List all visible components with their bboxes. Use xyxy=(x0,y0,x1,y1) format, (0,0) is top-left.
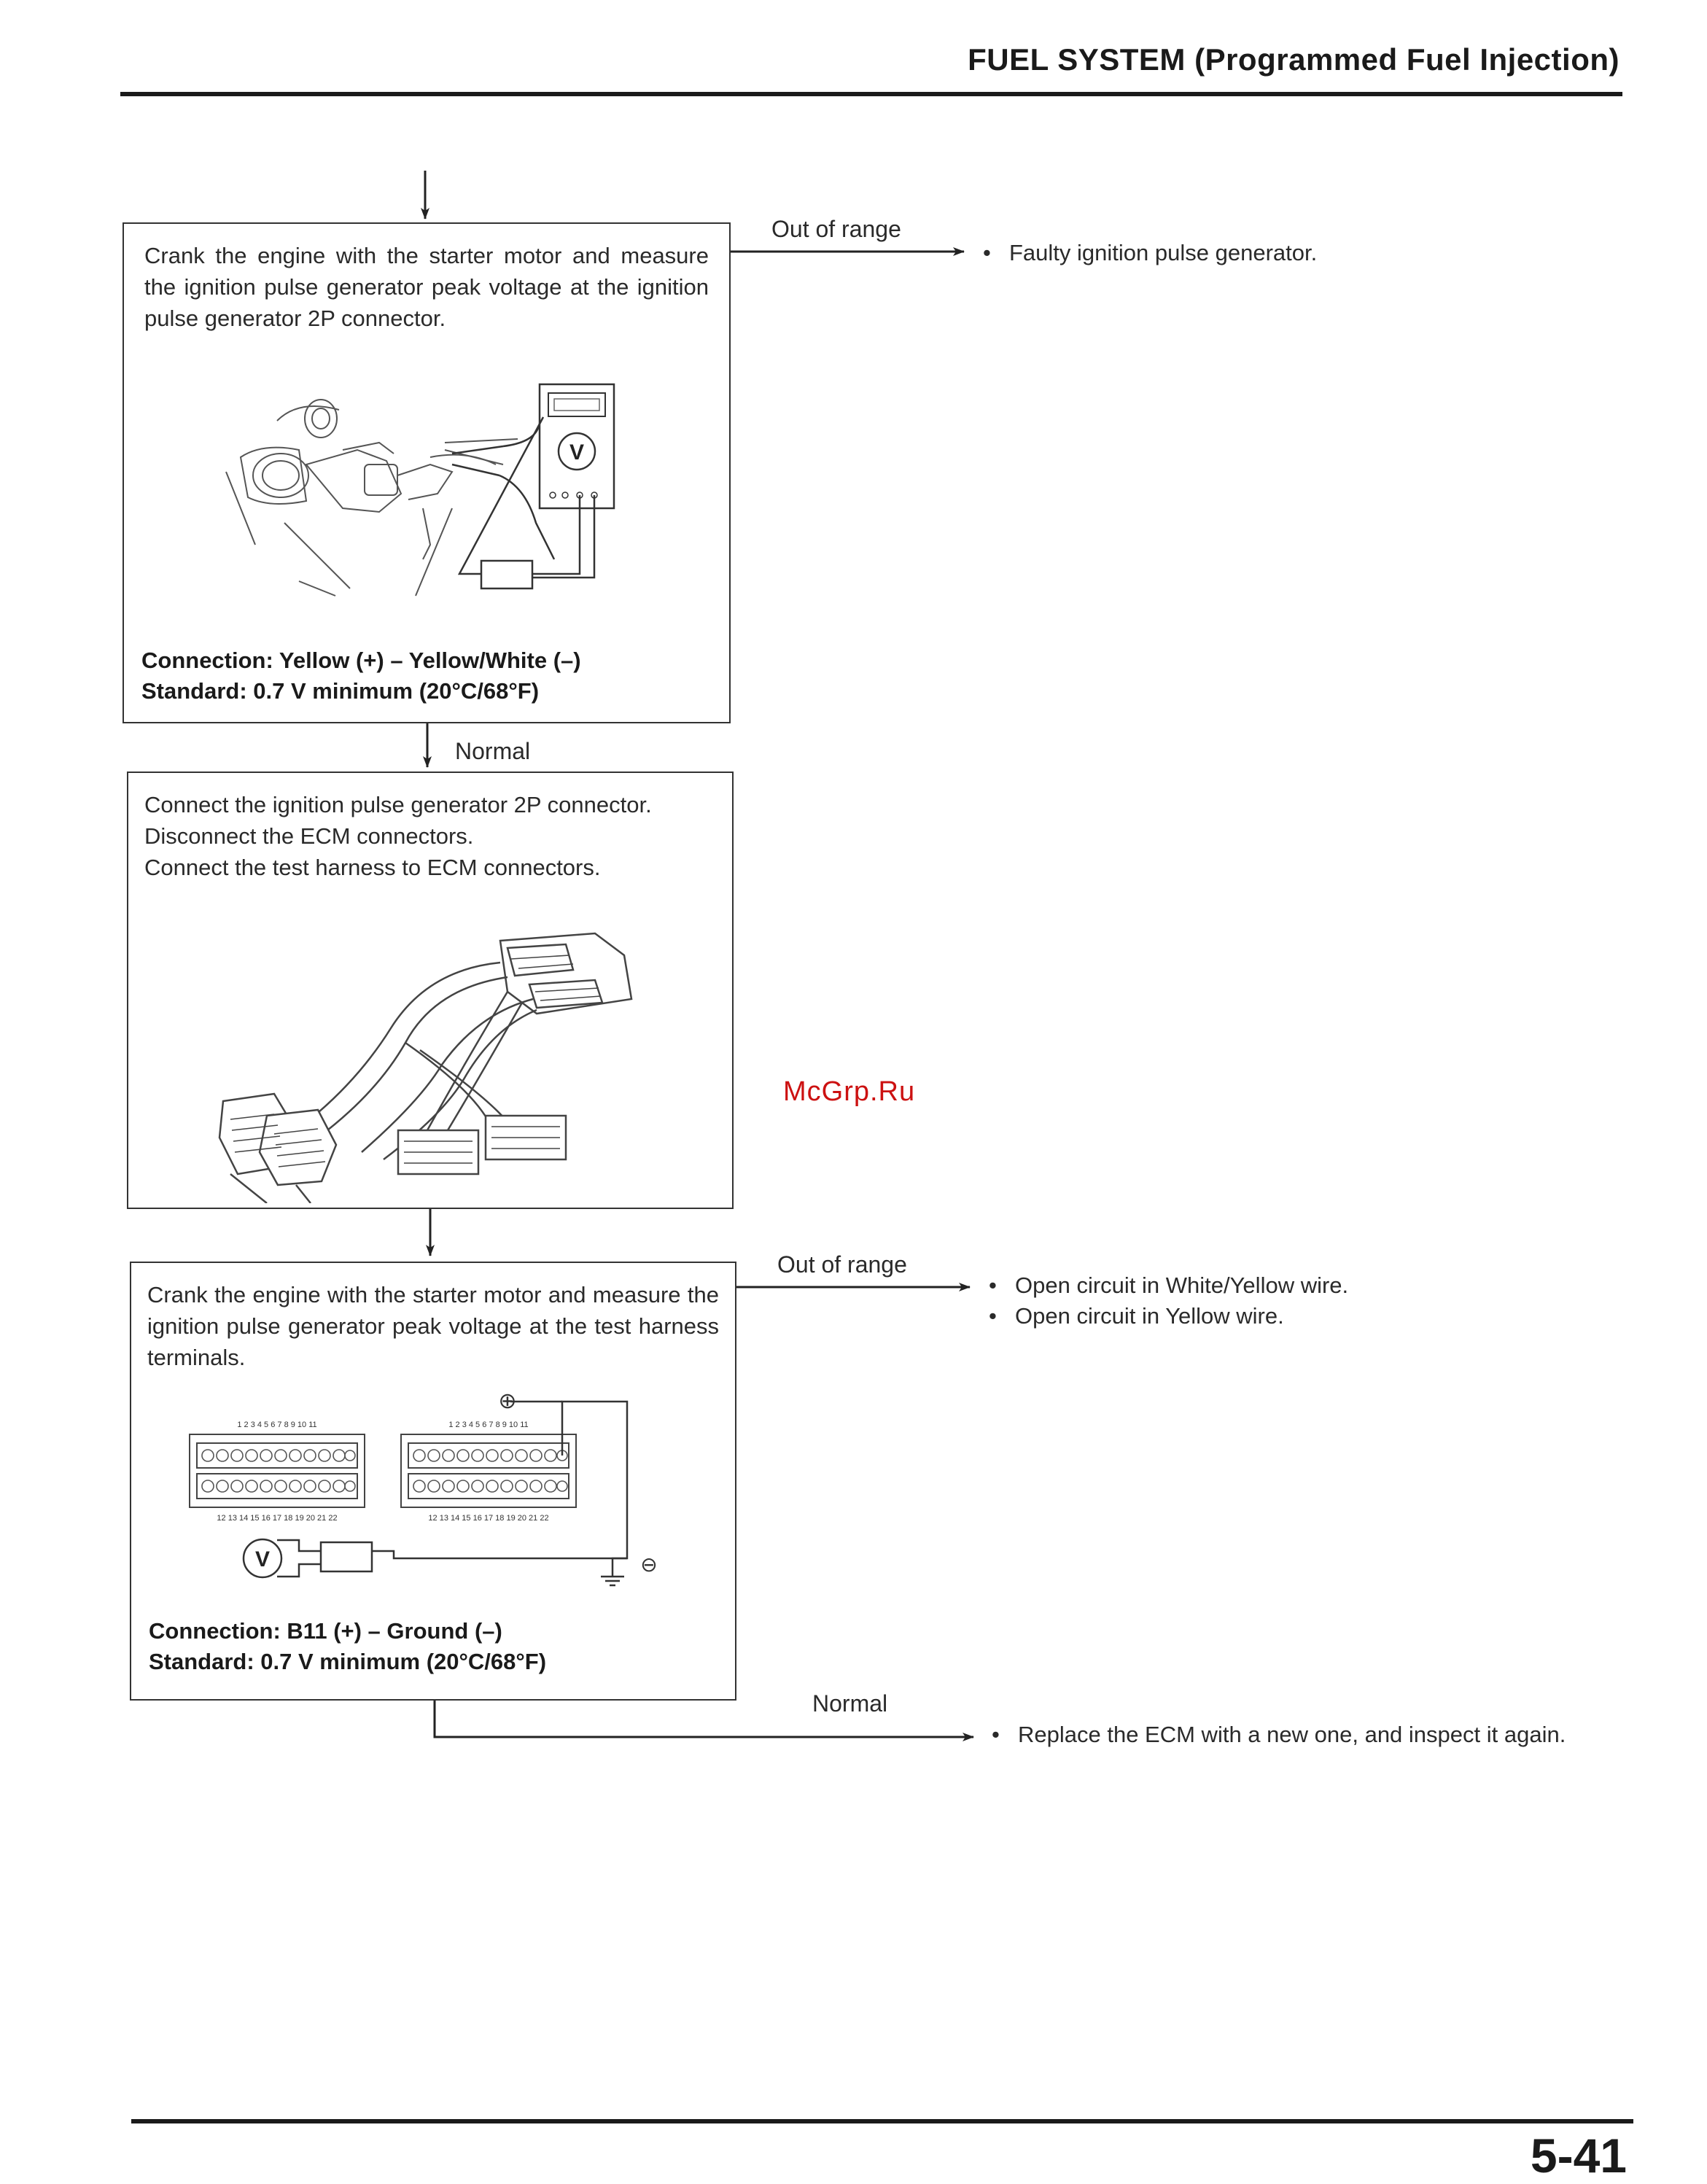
step-2-line-3: Connect the test harness to ECM connectors. xyxy=(144,855,601,880)
footer-rule xyxy=(131,2119,1633,2123)
label-normal-2: Normal xyxy=(812,1690,888,1717)
step-3-instruction: Crank the engine with the starter motor and measure the ignition pulse generator peak voltage at the test harness terminals. xyxy=(147,1282,719,1370)
page-number: 5-41 xyxy=(1530,2129,1627,2183)
arrow-normal-2 xyxy=(435,1699,973,1737)
result-3-item: Replace the ECM with a new one, and inspect it again. xyxy=(1018,1722,1566,1747)
result-3: • Replace the ECM with a new one, and inspect it again. xyxy=(992,1719,1604,1750)
result-1: • Faulty ignition pulse generator. xyxy=(983,238,1493,268)
step-3-connection: Connection: B11 (+) – Ground (–) xyxy=(149,1618,502,1644)
step-2-line-1: Connect the ignition pulse generator 2P connector. xyxy=(144,792,652,817)
step-1-standard: Standard: 0.7 V minimum (20°C/68°F) xyxy=(141,678,540,704)
terminal-numbers-bottom-1: 12 13 14 15 16 17 18 19 20 21 22 xyxy=(217,1514,338,1523)
watermark: McGrp.Ru xyxy=(783,1076,916,1107)
result-2: • Open circuit in White/Yellow wire. • Open circuit in Yellow wire. xyxy=(989,1270,1572,1332)
meter-symbol: V xyxy=(569,440,585,465)
step-box-1 xyxy=(123,222,731,723)
result-2-item-1: Open circuit in White/Yellow wire. xyxy=(1015,1272,1349,1298)
step-2-line-2: Disconnect the ECM connectors. xyxy=(144,823,474,849)
ignition-pulse-generator-illustration xyxy=(211,355,664,603)
voltmeter-symbol: V xyxy=(254,1547,271,1571)
step-box-3 xyxy=(130,1262,736,1701)
step-2-text xyxy=(128,789,732,883)
step-box-2 xyxy=(127,772,734,1209)
test-harness-terminals-diagram xyxy=(175,1376,700,1588)
label-out-of-range-2: Out of range xyxy=(777,1251,907,1278)
label-out-of-range-1: Out of range xyxy=(771,216,901,242)
step-1-connection: Connection: Yellow (+) – Yellow/White (–) xyxy=(141,648,581,673)
terminal-numbers-bottom-2: 12 13 14 15 16 17 18 19 20 21 22 xyxy=(428,1514,549,1523)
result-1-item: Faulty ignition pulse generator. xyxy=(1009,240,1318,265)
label-normal-1: Normal xyxy=(455,738,531,764)
step-1-instruction: Crank the engine with the starter motor and measure the ignition pulse generator peak voltage at the ignition pulse generator 2P connector. xyxy=(144,243,709,331)
result-2-item-2: Open circuit in Yellow wire. xyxy=(1015,1303,1284,1329)
step-3-standard: Standard: 0.7 V minimum (20°C/68°F) xyxy=(149,1649,547,1674)
minus-terminal-symbol: ⊖ xyxy=(640,1552,658,1577)
plus-terminal-symbol: ⊕ xyxy=(498,1388,517,1414)
page-header-title: FUEL SYSTEM (Programmed Fuel Injection) xyxy=(968,42,1619,77)
terminal-numbers-top-2: 1 2 3 4 5 6 7 8 9 10 11 xyxy=(448,1421,529,1429)
terminal-numbers-top-1: 1 2 3 4 5 6 7 8 9 10 11 xyxy=(237,1421,317,1429)
test-harness-illustration xyxy=(187,919,668,1203)
